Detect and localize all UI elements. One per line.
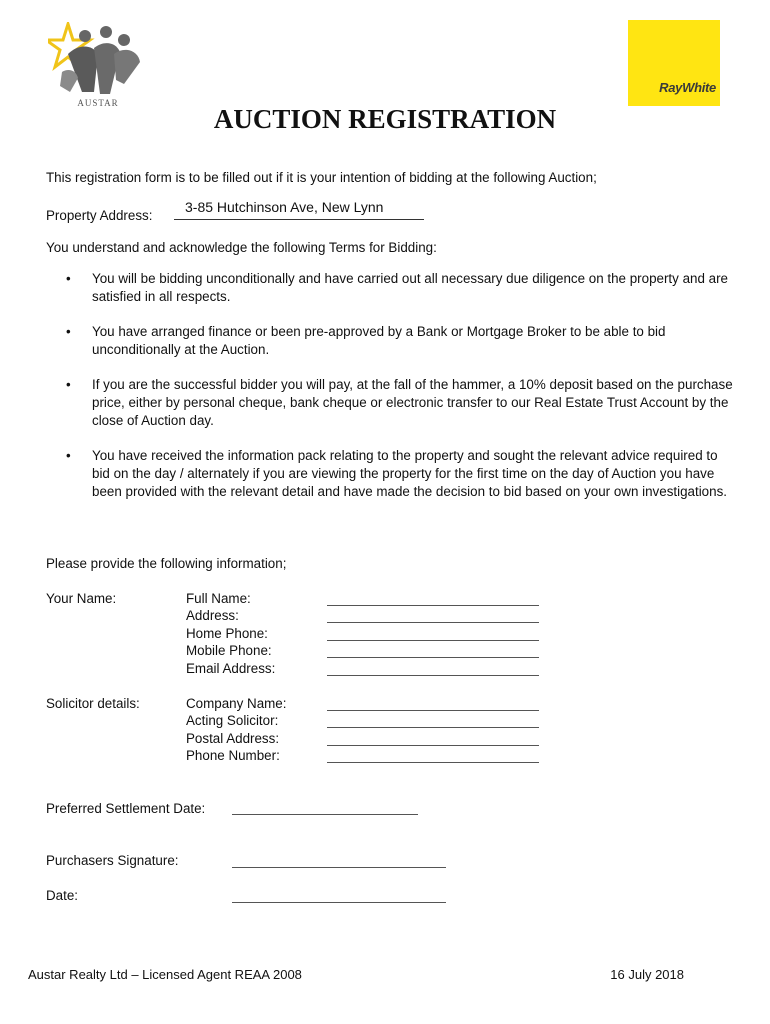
email-address-label: Email Address: [186, 661, 276, 676]
postal-address-label: Postal Address: [186, 731, 280, 746]
property-address-value: 3-85 Hutchinson Ave, New Lynn [185, 199, 384, 215]
phone-number-field[interactable] [327, 748, 539, 763]
date-field[interactable] [232, 888, 446, 903]
raywhite-logo [628, 20, 720, 106]
company-name-field[interactable] [327, 696, 539, 711]
acting-solicitor-field[interactable] [327, 713, 539, 728]
full-name-field[interactable] [327, 591, 539, 606]
footer-agency: Austar Realty Ltd – Licensed Agent REAA 2008 [28, 967, 302, 982]
settlement-date-field[interactable] [232, 800, 418, 815]
terms-item: • You have received the information pack relating to the property and sought the relevant advice required to bid on the day / alternately if you are viewing the property for the first time on the day of Auction you have been provided with the relevant detail and have made the decision to bid based on your own investigations. [46, 447, 736, 501]
company-name-label: Company Name: [186, 696, 287, 711]
terms-item: • You will be bidding unconditionally and have carried out all necessary due diligence on the property and are satisfied in all respects. [46, 270, 736, 306]
terms-list [46, 270, 736, 501]
property-address-label: Property Address: [46, 208, 153, 223]
info-heading: Please provide the following information; [46, 556, 287, 571]
address-label: Address: [186, 608, 239, 623]
signature-field[interactable] [232, 853, 446, 868]
austar-logo-text: AUSTAR [77, 98, 119, 108]
acting-solicitor-label: Acting Solicitor: [186, 713, 279, 728]
home-phone-field[interactable] [327, 626, 539, 641]
your-name-label: Your Name: [46, 591, 117, 606]
page-title: AUCTION REGISTRATION [213, 104, 557, 134]
home-phone-label: Home Phone: [186, 626, 268, 641]
terms-item: • If you are the successful bidder you will pay, at the fall of the hammer, a 10% deposit based on the purchase price, either by personal cheque, bank cheque or electronic transfer to our Real Estate Trust Account by the close of Auction day. [46, 376, 736, 430]
date-label: Date: [46, 888, 79, 903]
address-field[interactable] [327, 608, 539, 623]
terms-item: • You have arranged finance or been pre-approved by a Bank or Mortgage Broker to be able to bid unconditionally at the Auction. [46, 323, 736, 359]
footer-date: 16 July 2018 [610, 967, 684, 982]
signature-label: Purchasers Signature: [46, 853, 179, 868]
solicitor-details-label: Solicitor details: [46, 696, 140, 711]
mobile-phone-field[interactable] [327, 643, 539, 658]
phone-number-label: Phone Number: [186, 748, 280, 763]
raywhite-logo-text: RayWhite [659, 80, 716, 95]
email-address-field[interactable] [327, 661, 539, 676]
intro-text: This registration form is to be filled out if it is your intention of bidding at the following Auction; [46, 170, 597, 185]
settlement-date-label: Preferred Settlement Date: [46, 801, 206, 816]
terms-heading: You understand and acknowledge the following Terms for Bidding: [46, 240, 437, 255]
postal-address-field[interactable] [327, 731, 539, 746]
mobile-phone-label: Mobile Phone: [186, 643, 272, 658]
full-name-label: Full Name: [186, 591, 251, 606]
